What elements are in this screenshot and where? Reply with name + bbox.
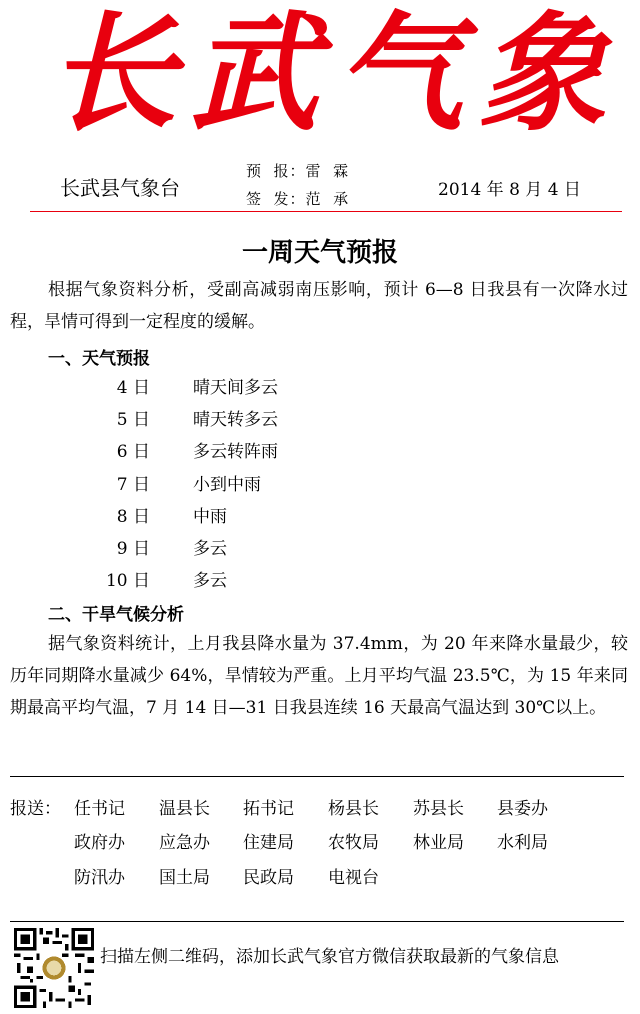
- cc-recipient: 任书记: [74, 799, 125, 819]
- cc-recipient: 温县长: [159, 799, 210, 819]
- cc-recipient: 电视台: [328, 868, 379, 888]
- forecast-weather: 晴天间多云: [193, 378, 278, 398]
- divider: [10, 921, 624, 922]
- forecast-row: [0, 470, 640, 502]
- forecast-weather: 小到中雨: [193, 475, 261, 495]
- cc-recipient: 农牧局: [328, 833, 379, 853]
- forecast-day: 4 日: [116, 378, 150, 398]
- page-title: 一周天气预报: [241, 238, 398, 268]
- divider: [10, 776, 624, 777]
- cc-recipient: 民政局: [243, 868, 294, 888]
- qr-code-icon[interactable]: [14, 928, 94, 1008]
- issuer-line: [246, 188, 349, 209]
- cc-recipient: 林业局: [413, 833, 464, 853]
- cc-recipient: 县委办: [497, 799, 548, 819]
- drought-paragraph: 据气象资料统计，上月我县降水量为 37.4mm，为 20 年来降水量最少，较历年同期降水量减少 64%，旱情较为严重。上月平均气温 23.5℃，为 15 年来同期最高平均气温，7 月 14 日—31 日我县连续 16 天最高气温达到 30℃以上。: [10, 634, 628, 718]
- forecast-day: 8 日: [116, 507, 150, 527]
- cc-recipient: 苏县长: [413, 799, 464, 819]
- forecast-row: [0, 566, 640, 598]
- forecast-row: [0, 373, 640, 405]
- forecast-row: [0, 405, 640, 437]
- forecast-day: 5 日: [116, 410, 150, 430]
- issuer-name: 范 承: [305, 190, 350, 208]
- forecast-row: [0, 502, 640, 534]
- masthead-char: 长: [48, 0, 177, 149]
- cc-recipient: 防汛办: [74, 868, 125, 888]
- issuer-label: 签 发：: [246, 190, 306, 208]
- forecast-row: [0, 534, 640, 566]
- masthead-char: 武: [190, 0, 319, 149]
- cc-recipient: 水利局: [497, 833, 548, 853]
- forecaster-label: 预 报：: [246, 162, 306, 180]
- cc-recipient: 拓书记: [243, 799, 294, 819]
- forecast-day: 9 日: [116, 539, 150, 559]
- section-heading-forecast: 一、天气预报: [48, 349, 150, 369]
- forecast-weather: 多云: [193, 571, 227, 591]
- masthead-char: 象: [478, 0, 607, 149]
- forecast-weather: 中雨: [193, 507, 227, 527]
- forecaster-line: [246, 160, 349, 181]
- cc-recipient: 杨县长: [328, 799, 379, 819]
- masthead-logo: [0, 0, 640, 150]
- cc-label: 报送：: [10, 799, 61, 819]
- forecast-day: 7 日: [116, 475, 150, 495]
- forecast-weather: 多云转阵雨: [193, 442, 278, 462]
- intro-paragraph: 根据气象资料分析，受副高减弱南压影响，预计 6—8 日我县有一次降水过程，旱情可得到一定程度的缓解。: [10, 280, 628, 332]
- issue-date: 2014 年 8 月 4 日: [438, 180, 581, 200]
- cc-recipient: 应急办: [159, 833, 210, 853]
- footer-text: 扫描左侧二维码，添加长武气象官方微信获取最新的气象信息: [100, 947, 559, 967]
- forecast-day: 10 日: [105, 571, 150, 591]
- cc-recipient: 国土局: [159, 868, 210, 888]
- forecaster-name: 雷 霖: [305, 162, 350, 180]
- forecast-weather: 晴天转多云: [193, 410, 278, 430]
- header-divider: [30, 211, 622, 212]
- masthead-char: 气: [335, 0, 464, 149]
- station-name: 长武县气象台: [60, 176, 180, 200]
- forecast-day: 6 日: [116, 442, 150, 462]
- cc-recipient: 政府办: [74, 833, 125, 853]
- section-heading-drought: 二、干旱气候分析: [48, 605, 184, 625]
- forecast-row: [0, 437, 640, 469]
- forecast-weather: 多云: [193, 539, 227, 559]
- cc-recipient: 住建局: [243, 833, 294, 853]
